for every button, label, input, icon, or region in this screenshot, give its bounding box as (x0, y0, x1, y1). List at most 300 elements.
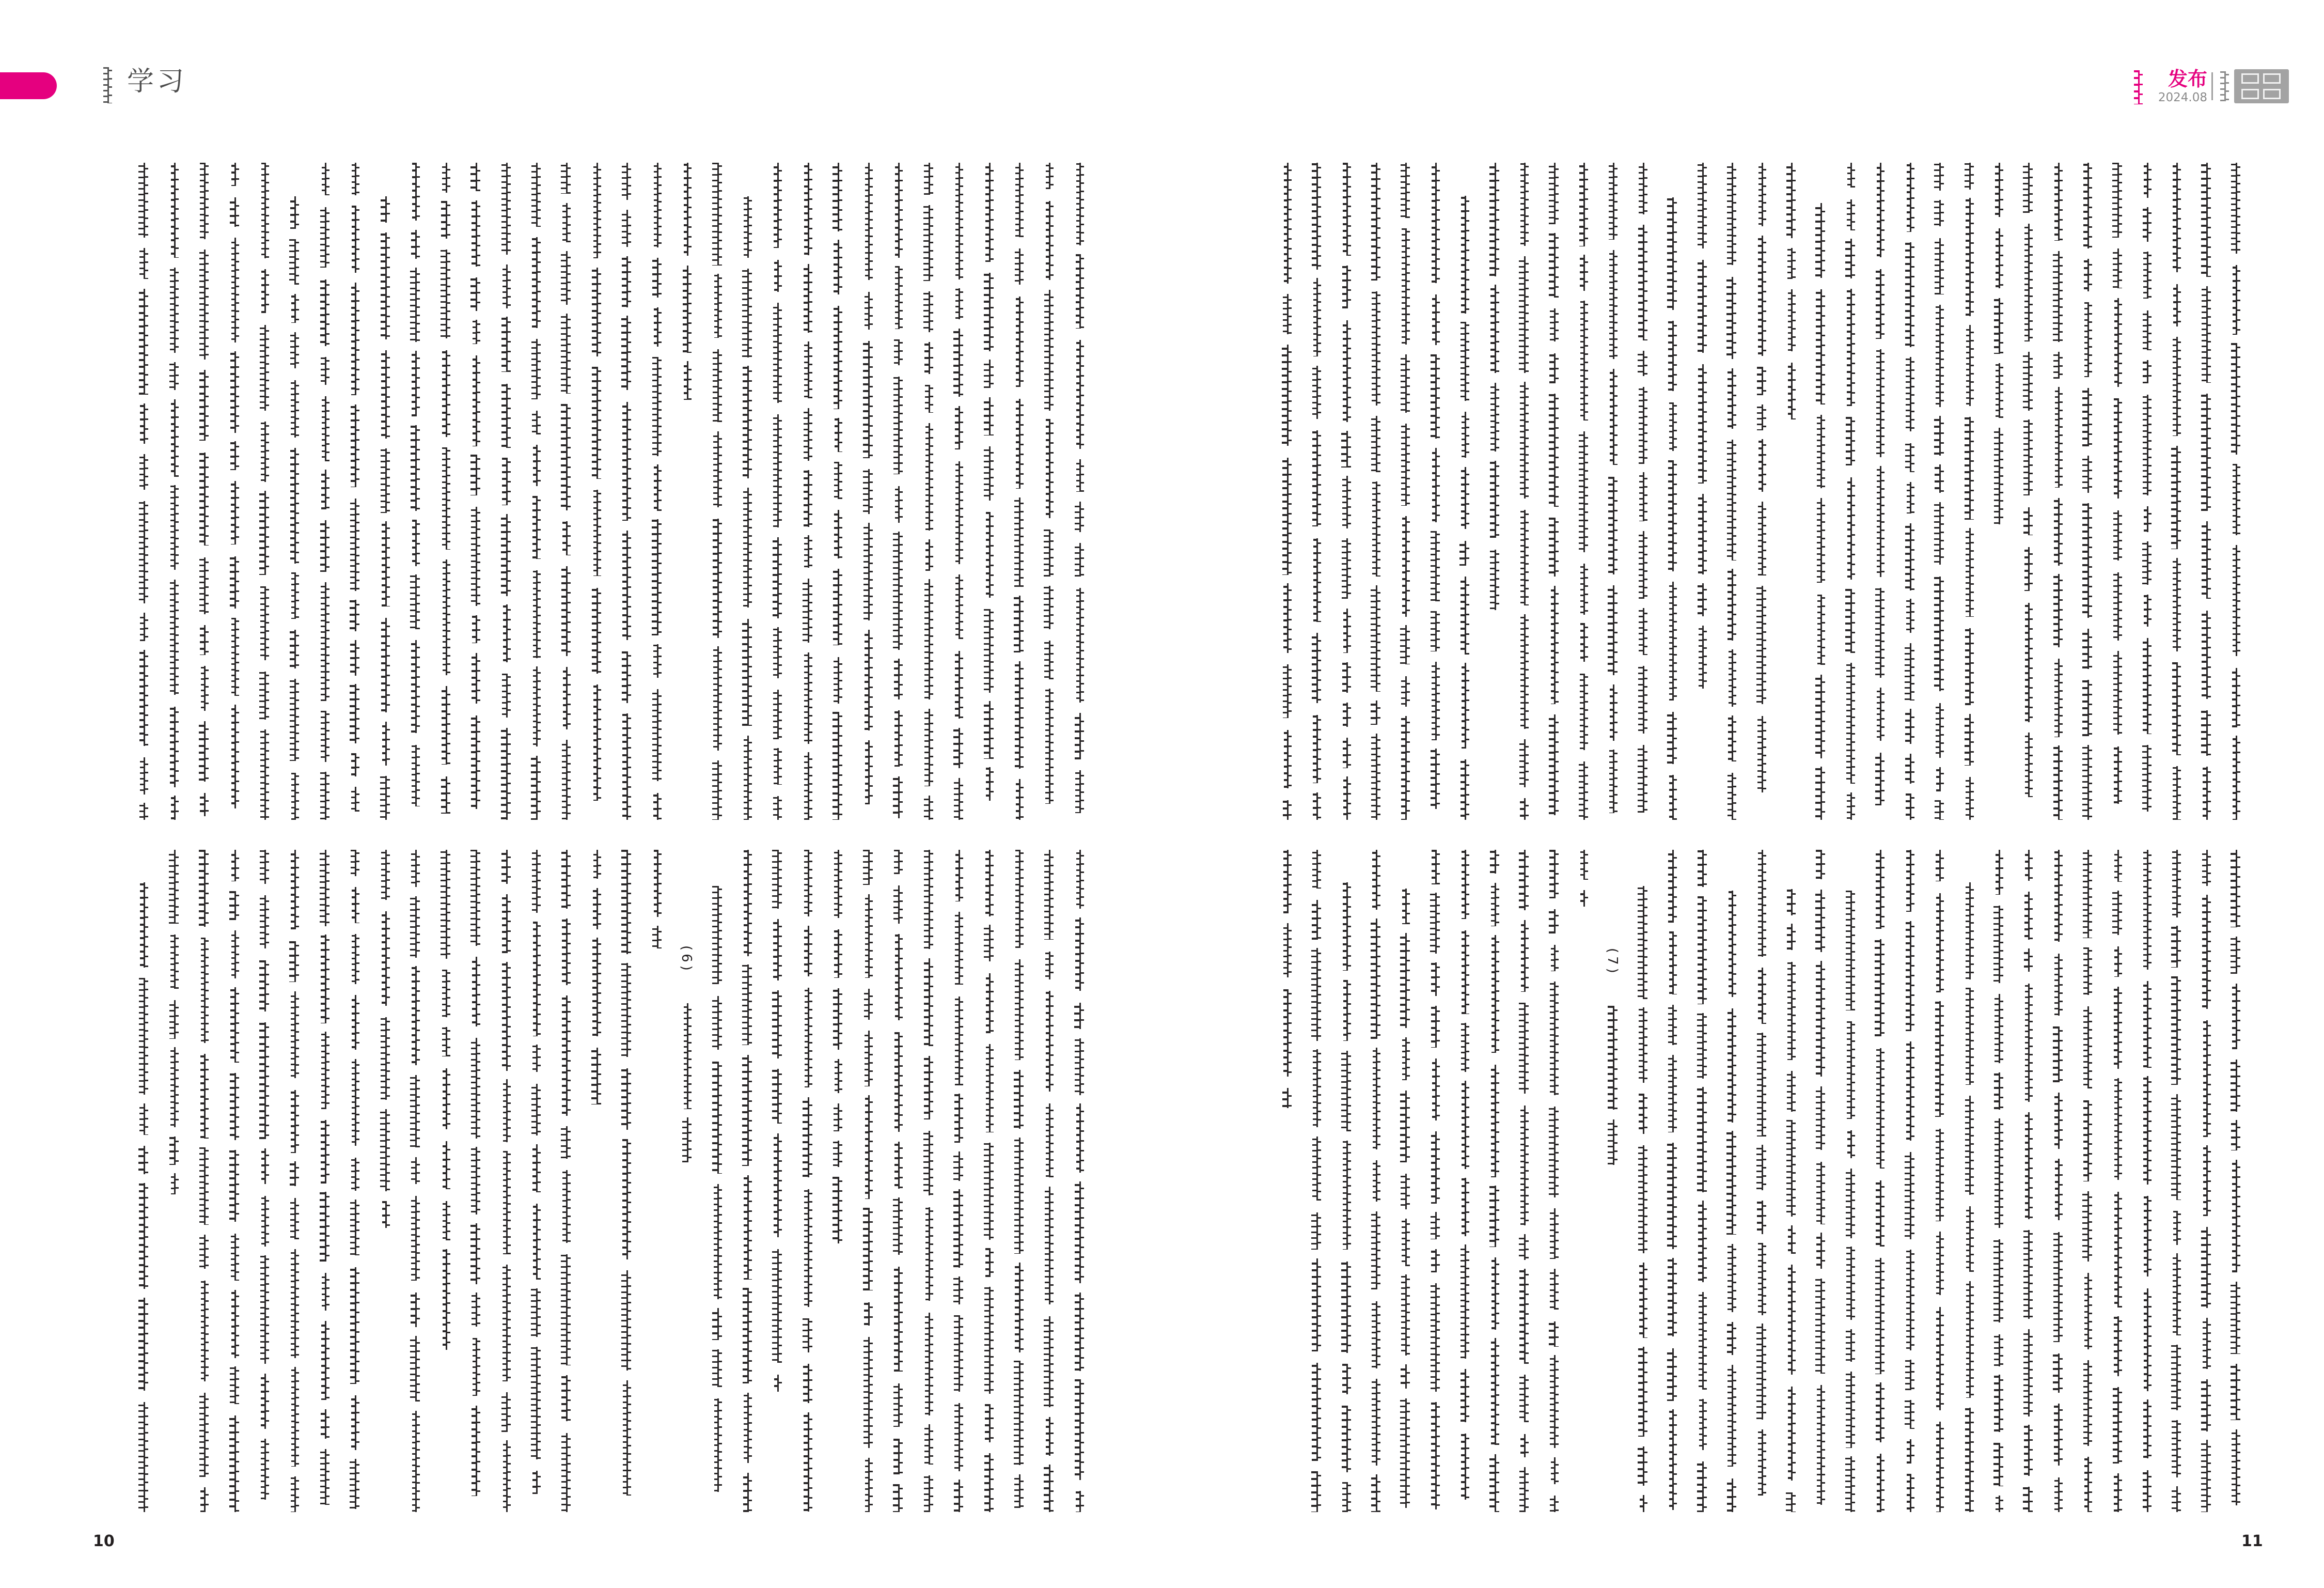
text-column (500, 163, 511, 820)
script-word (2229, 1429, 2241, 1505)
script-word (2111, 248, 2123, 288)
text-column (1310, 850, 1322, 1512)
script-word (983, 163, 994, 262)
script-word (1637, 608, 1648, 655)
script-word (831, 1177, 843, 1243)
script-word (2170, 1486, 2181, 1512)
script-word (2141, 981, 2152, 1068)
text-column (1399, 850, 1410, 1512)
script-word (620, 210, 632, 247)
script-word (1963, 714, 1974, 766)
script-word (1577, 674, 1589, 750)
script-word (439, 1068, 451, 1129)
script-word (831, 929, 843, 978)
script-word (771, 1133, 782, 1237)
script-word (1637, 1446, 1648, 1486)
script-word (1310, 715, 1322, 783)
script-word (1518, 1269, 1529, 1364)
script-word (620, 651, 632, 703)
script-word (168, 850, 179, 924)
logo-box (2234, 69, 2289, 103)
script-word (802, 988, 813, 1087)
script-word (319, 520, 330, 572)
script-word (802, 926, 813, 976)
script-word (771, 1249, 782, 1363)
script-word (258, 1255, 270, 1364)
script-word (1874, 588, 1885, 678)
script-word (983, 973, 994, 1033)
script-word (1814, 1086, 1826, 1150)
script-word (1933, 163, 1944, 191)
script-word (922, 1475, 934, 1512)
script-word (530, 850, 541, 913)
script-word (2052, 1477, 2063, 1512)
script-word (862, 163, 873, 280)
script-word (319, 1273, 330, 1311)
script-word (560, 740, 571, 820)
script-word (983, 767, 994, 801)
script-word (711, 760, 723, 820)
script-word (620, 713, 632, 820)
script-word (2200, 710, 2211, 756)
script-word (1073, 1293, 1085, 1371)
text-column (409, 850, 420, 1512)
text-column (2052, 163, 2063, 820)
script-word (2022, 984, 2033, 1102)
script-word (1548, 1269, 1559, 1310)
script-word (1310, 792, 1322, 820)
script-word (2052, 498, 2063, 566)
script-word (771, 627, 782, 678)
script-word (831, 657, 843, 704)
script-word (892, 776, 903, 818)
script-word (1785, 289, 1796, 351)
script-word (560, 404, 571, 510)
script-word (1814, 890, 1826, 952)
script-word (1844, 239, 1856, 278)
script-word (137, 978, 149, 1095)
script-word (1844, 1247, 1856, 1320)
script-word (1637, 531, 1648, 599)
text-column (1340, 163, 1352, 820)
script-word (1992, 363, 2004, 418)
script-word (349, 850, 360, 876)
script-word (1518, 850, 1529, 910)
script-word (2022, 1487, 2033, 1512)
script-word (1696, 260, 1707, 353)
script-word (1814, 498, 1826, 583)
script-word (1785, 924, 1796, 950)
script-word (1281, 583, 1292, 653)
script-word (892, 710, 903, 767)
script-word (2081, 1100, 2093, 1181)
script-word (1340, 882, 1352, 971)
script-word (1577, 761, 1589, 820)
script-word (1518, 1375, 1529, 1422)
script-word (1310, 163, 1322, 270)
script-word (1607, 477, 1618, 574)
script-word (2111, 398, 2123, 499)
script-word (1370, 734, 1381, 820)
script-word (802, 470, 813, 527)
text-column (1281, 850, 1292, 1512)
script-word (1399, 354, 1410, 413)
script-word (1458, 467, 1470, 529)
script-word (1755, 236, 1767, 356)
script-word (802, 535, 813, 568)
script-word (1429, 1402, 1440, 1509)
script-word (711, 1062, 723, 1174)
script-word (2081, 629, 2093, 669)
script-word (1992, 850, 2004, 895)
script-word (2229, 1282, 2241, 1354)
script-word (2141, 1470, 2152, 1512)
script-word (2229, 1060, 2241, 1112)
script-word (802, 1189, 813, 1307)
text-column (1666, 850, 1677, 1512)
script-word (741, 269, 752, 357)
script-word (319, 935, 330, 1023)
script-word (1458, 1434, 1470, 1500)
script-word (741, 1055, 752, 1166)
script-word (1637, 1263, 1648, 1338)
script-word (500, 514, 511, 596)
script-word (2229, 937, 2241, 974)
script-word (771, 537, 782, 618)
script-word (1933, 850, 1944, 881)
script-word (1458, 850, 1470, 919)
text-column (258, 850, 270, 1512)
script-word (1696, 583, 1707, 616)
script-word (1666, 1258, 1677, 1336)
script-word (2141, 1288, 2152, 1391)
script-word (1548, 308, 1559, 341)
script-word (2081, 163, 2093, 248)
script-word (590, 367, 602, 479)
script-word (2141, 310, 2152, 350)
script-word (379, 776, 390, 820)
script-word (530, 411, 541, 434)
script-word (530, 445, 541, 486)
script-word (1755, 1145, 1767, 1190)
script-word (892, 885, 903, 924)
script-word (1814, 1162, 1826, 1224)
script-word (1013, 399, 1024, 489)
script-word (2081, 1360, 2093, 1446)
script-word (439, 350, 451, 437)
script-word (1755, 163, 1767, 226)
script-word (349, 787, 360, 812)
script-word (922, 291, 934, 332)
script-word (319, 357, 330, 385)
text-column (168, 850, 179, 1512)
script-word (1429, 749, 1440, 809)
script-word (2141, 638, 2152, 734)
script-word (2111, 572, 2123, 641)
text-column (1043, 163, 1054, 820)
script-word (1370, 918, 1381, 1039)
script-word (1696, 1399, 1707, 1450)
script-word (288, 572, 300, 619)
text-column (1814, 163, 1826, 820)
script-word (349, 206, 360, 273)
script-word (379, 521, 390, 606)
script-word (952, 1276, 964, 1304)
script-word (2022, 224, 2033, 341)
script-word (1548, 982, 1559, 1095)
script-word (2081, 302, 2093, 377)
script-word (771, 850, 782, 909)
script-word (1043, 689, 1054, 804)
script-word (1637, 163, 1648, 214)
script-word (560, 521, 571, 555)
script-word (319, 850, 330, 926)
script-word (1992, 906, 2004, 983)
text-column (590, 163, 602, 820)
script-word (560, 1375, 571, 1421)
script-word (439, 686, 451, 765)
script-word (892, 1484, 903, 1512)
script-word (137, 248, 149, 279)
script-word (1666, 1143, 1677, 1249)
text-column (1755, 850, 1767, 1512)
script-word (983, 1143, 994, 1240)
script-word (1666, 460, 1677, 571)
script-word (831, 163, 843, 231)
script-word (922, 423, 934, 531)
script-word (922, 1424, 934, 1465)
script-word (1874, 1048, 1885, 1169)
script-word (319, 1321, 330, 1400)
script-word (1399, 163, 1410, 218)
text-column (771, 850, 782, 1512)
script-word (258, 960, 270, 1011)
script-word (168, 1173, 179, 1194)
script-word (771, 163, 782, 248)
script-word (1518, 1234, 1529, 1260)
script-word (651, 258, 662, 298)
script-word (1548, 1457, 1559, 1484)
script-word (1310, 1363, 1322, 1461)
script-word (1043, 163, 1054, 189)
script-word (1933, 200, 1944, 226)
script-word (1340, 266, 1352, 308)
script-word (1281, 1088, 1292, 1108)
script-word (2111, 891, 2123, 935)
script-word (530, 163, 541, 227)
script-word (983, 1248, 994, 1277)
script-word (1073, 713, 1085, 759)
text-column (319, 163, 330, 820)
script-word (1281, 730, 1292, 788)
text-column (1814, 850, 1826, 1512)
text-column (862, 850, 873, 1512)
script-word (1340, 776, 1352, 820)
script-word (168, 163, 179, 258)
script-word (1785, 1492, 1796, 1512)
text-column (1933, 850, 1944, 1512)
script-word (1725, 773, 1737, 820)
script-word (288, 850, 300, 929)
script-word (1458, 412, 1470, 458)
script-word (1548, 714, 1559, 815)
script-word (771, 260, 782, 292)
logo-glyph (2241, 73, 2259, 84)
script-word (711, 519, 723, 638)
script-word (1814, 675, 1826, 758)
script-word (1429, 448, 1440, 522)
script-word (2229, 850, 2241, 927)
script-word (1666, 1409, 1677, 1510)
script-word (1073, 588, 1085, 703)
script-word (1637, 1145, 1648, 1253)
text-column (681, 163, 692, 820)
text-column (560, 163, 571, 820)
script-word (1340, 1406, 1352, 1472)
script-word (500, 962, 511, 1071)
script-word (1696, 163, 1707, 248)
script-word (862, 740, 873, 804)
script-word (500, 1151, 511, 1254)
script-word (922, 709, 934, 786)
script-word (137, 757, 149, 795)
script-word (1518, 1003, 1529, 1094)
text-column (651, 163, 662, 820)
script-word (1637, 666, 1648, 734)
script-word (1844, 417, 1856, 465)
script-word (1548, 1107, 1559, 1197)
script-word (1548, 945, 1559, 971)
script-word (1963, 163, 1974, 190)
script-word (198, 1393, 209, 1477)
text-column (1429, 850, 1440, 1512)
text-column (2229, 850, 2241, 1512)
script-word (831, 240, 843, 294)
script-word (1637, 1094, 1648, 1134)
script-word (1013, 779, 1024, 820)
script-word (469, 277, 481, 311)
script-word (1429, 893, 1440, 954)
script-word (1488, 550, 1500, 610)
script-word (1370, 481, 1381, 577)
script-word (469, 1406, 481, 1496)
script-word (1518, 1467, 1529, 1512)
script-word (288, 1476, 300, 1512)
script-word (1696, 1087, 1707, 1192)
script-word (1904, 443, 1915, 472)
script-word (198, 453, 209, 546)
script-word (1399, 1364, 1410, 1389)
script-word (1073, 1103, 1085, 1173)
script-word (1577, 890, 1589, 907)
script-word (1637, 886, 1648, 999)
script-word (1992, 428, 2004, 524)
script-word (1696, 1292, 1707, 1390)
script-word (2022, 419, 2033, 495)
script-word (1785, 248, 1796, 279)
script-word (952, 406, 964, 449)
script-word (1607, 163, 1618, 240)
script-word (1785, 1120, 1796, 1217)
script-word (2170, 1253, 2181, 1335)
text-column (379, 163, 390, 820)
script-word (2141, 595, 2152, 627)
script-word (1548, 850, 1559, 898)
script-word (741, 366, 752, 478)
script-word (1755, 1243, 1767, 1315)
script-word (1666, 402, 1677, 451)
script-word (831, 712, 843, 820)
script-word (1043, 1465, 1054, 1512)
script-word (1370, 850, 1381, 910)
script-word (802, 752, 813, 820)
script-word (802, 1412, 813, 1512)
script-word (2052, 1159, 2063, 1220)
script-word (1399, 933, 1410, 1028)
script-word (1370, 1048, 1381, 1149)
text-column (439, 163, 451, 820)
script-word (2170, 1420, 2181, 1477)
script-word (349, 1395, 360, 1450)
text-column (1073, 850, 1085, 1512)
script-word (258, 1196, 270, 1247)
script-word (2141, 207, 2152, 242)
script-word (1607, 750, 1618, 813)
script-word (831, 1059, 843, 1093)
script-word (620, 1380, 632, 1496)
script-word (1488, 1454, 1500, 1512)
script-word (831, 988, 843, 1050)
script-word (983, 512, 994, 598)
script-word (2141, 1076, 2152, 1185)
script-word (1073, 1038, 1085, 1095)
script-word (1666, 931, 1677, 994)
script-word (379, 850, 390, 900)
script-word (922, 1207, 934, 1301)
script-word (1073, 1379, 1085, 1480)
script-word (1429, 531, 1440, 601)
script-word (2081, 680, 2093, 736)
script-word (1874, 466, 1885, 577)
script-word (711, 1308, 723, 1340)
script-word (1963, 198, 1974, 316)
script-word (1458, 322, 1470, 401)
script-word (1310, 1212, 1322, 1250)
text-column (1281, 163, 1292, 820)
script-word (1844, 1329, 1856, 1362)
script-word (1755, 1033, 1767, 1136)
script-word (2022, 1425, 2033, 1476)
script-word (862, 1337, 873, 1448)
script-word (862, 630, 873, 730)
script-word (1399, 1398, 1410, 1508)
logo-script-glyph (2218, 71, 2229, 101)
script-word (1429, 850, 1440, 884)
page-number-right: 11 (2241, 1532, 2263, 1550)
script-word (1548, 909, 1559, 933)
script-word (228, 987, 240, 1063)
text-column (1844, 163, 1856, 820)
text-column (1607, 163, 1618, 820)
script-word (1340, 738, 1352, 768)
script-word (1992, 994, 2004, 1063)
script-word (1785, 1071, 1796, 1112)
script-word (319, 582, 330, 701)
script-word (1963, 988, 1974, 1085)
script-word (198, 163, 209, 239)
script-word (1637, 387, 1648, 464)
script-word (1725, 891, 1737, 997)
